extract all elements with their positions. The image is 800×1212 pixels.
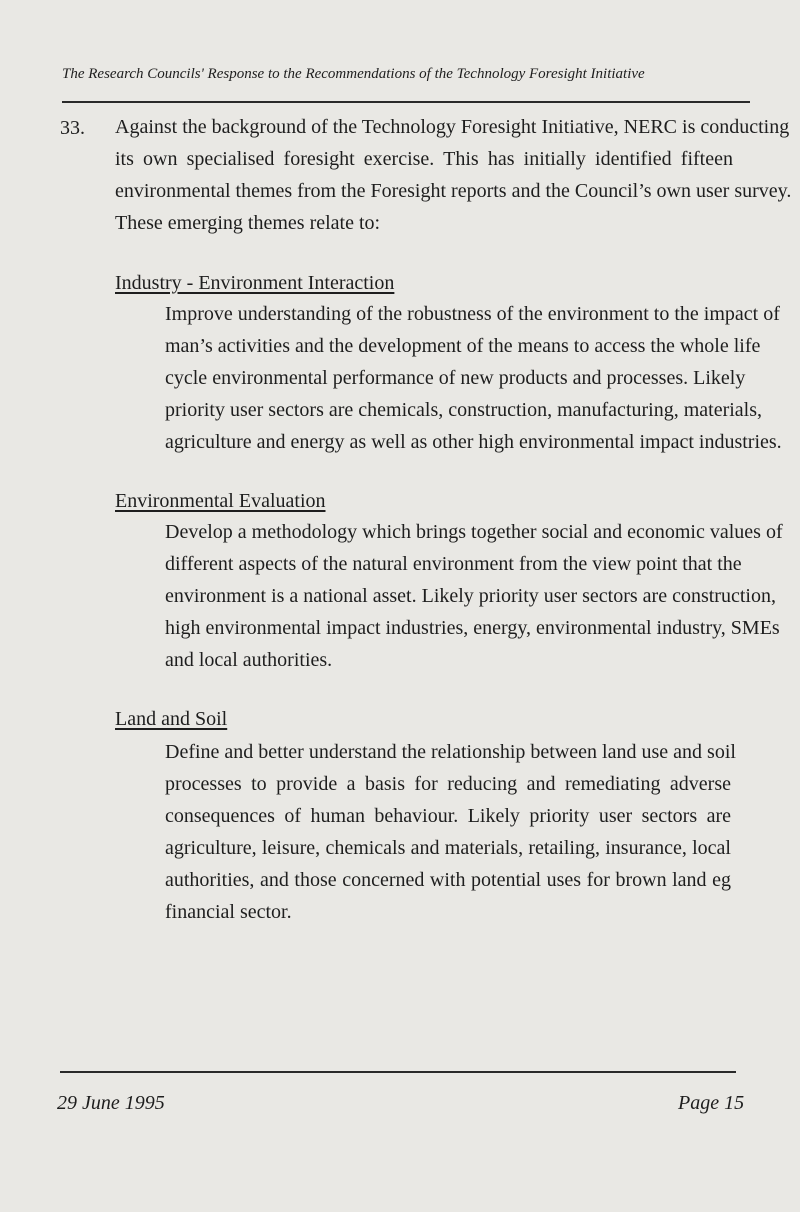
section-2-line-4: high environmental impact industries, energy, environmental industry, SMEs xyxy=(165,617,780,639)
paragraph-number: 33. xyxy=(60,117,85,139)
section-3-line-2: processes to provide a basis for reducing and remediating adverse xyxy=(165,773,731,795)
section-2-line-2: different aspects of the natural environment from the view point that the xyxy=(165,553,742,575)
section-3-line-1: Define and better understand the relationship between land use and soil xyxy=(165,741,736,763)
section-3-line-6: financial sector. xyxy=(165,901,292,923)
section-heading-land-and-soil: Land and Soil xyxy=(115,708,228,730)
section-3-line-3: consequences of human behaviour. Likely priority user sectors are xyxy=(165,805,731,827)
intro-line-4: These emerging themes relate to: xyxy=(115,212,381,234)
section-1-line-5: agriculture and energy as well as other high environmental impact industries. xyxy=(165,431,782,453)
section-heading-industry-environment: Industry - Environment Interaction xyxy=(115,272,395,294)
section-heading-environmental-evaluation: Environmental Evaluation xyxy=(115,490,326,512)
section-2-line-5: and local authorities. xyxy=(165,649,333,671)
section-3-line-4: agriculture, leisure, chemicals and materials, retailing, insurance, local xyxy=(165,837,731,859)
intro-line-2: its own specialised foresight exercise. This has initially identified fifteen xyxy=(115,148,733,170)
footer-date: 29 June 1995 xyxy=(57,1092,165,1114)
footer-rule xyxy=(60,1071,736,1073)
section-1-line-4: priority user sectors are chemicals, construction, manufacturing, materials, xyxy=(165,399,763,421)
section-1-line-1: Improve understanding of the robustness of the environment to the impact of xyxy=(165,303,780,325)
intro-line-1: Against the background of the Technology Foresight Initiative, NERC is conducting xyxy=(115,116,790,138)
section-1-line-2: man’s activities and the development of the means to access the whole life xyxy=(165,335,761,357)
header-rule xyxy=(62,101,750,103)
section-1-line-3: cycle environmental performance of new products and processes. Likely xyxy=(165,367,746,389)
section-2-line-3: environment is a national asset. Likely priority user sectors are construction, xyxy=(165,585,776,607)
intro-line-3: environmental themes from the Foresight reports and the Council’s own user survey. xyxy=(115,180,792,202)
page-number: Page 15 xyxy=(678,1092,745,1114)
section-2-line-1: Develop a methodology which brings together social and economic values of xyxy=(165,521,783,543)
section-3-line-5: authorities, and those concerned with potential uses for brown land eg xyxy=(165,869,731,891)
running-header: The Research Councils' Response to the Recommendations of the Technology Foresight Initiative xyxy=(62,66,645,82)
